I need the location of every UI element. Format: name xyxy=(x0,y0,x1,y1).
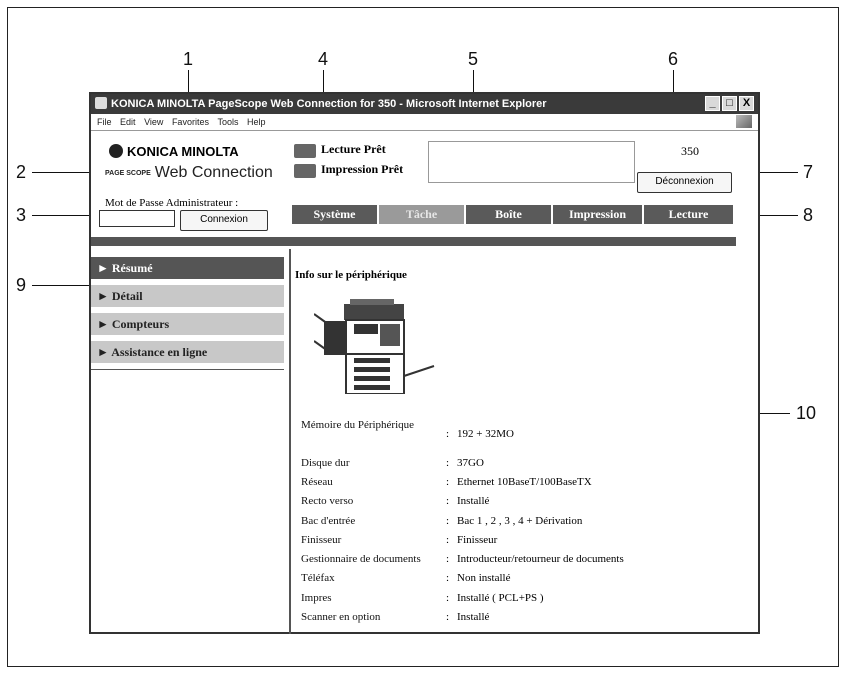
callout-2: 2 xyxy=(16,162,27,182)
callout-5: 5 xyxy=(468,49,479,69)
title-bar xyxy=(91,94,758,114)
model-name: 350 xyxy=(681,144,699,158)
sidebar-item-summary[interactable]: ► Résumé xyxy=(91,257,284,279)
status-read: Lecture Prêt xyxy=(321,142,386,156)
windows-logo-icon xyxy=(736,115,752,128)
menu-help[interactable]: Help xyxy=(247,117,266,127)
info-colon: : xyxy=(446,572,450,584)
browser-window xyxy=(89,92,760,634)
info-value-duplex: Installé xyxy=(457,495,490,507)
window-title: KONICA MINOLTA PageScope Web Connection for 350 - Microsoft Internet Explorer xyxy=(111,98,547,110)
callout-3: 3 xyxy=(16,205,27,225)
info-label-fax: Téléfax xyxy=(301,572,335,584)
menu-favorites[interactable]: Favorites xyxy=(171,117,209,127)
message-box xyxy=(428,141,635,183)
info-colon: : xyxy=(446,428,450,440)
main-tabs xyxy=(292,205,733,224)
callout-10: 10 xyxy=(796,403,817,423)
tab-job[interactable]: Tâche xyxy=(379,205,464,224)
info-colon: : xyxy=(446,457,450,469)
copier-image xyxy=(314,296,439,394)
info-colon: : xyxy=(446,553,450,565)
info-label-memory: Mémoire du Périphérique xyxy=(301,419,415,431)
info-value-document-handler: Introducteur/retourneur de documents xyxy=(457,553,624,565)
header-divider xyxy=(91,237,736,246)
tab-system[interactable]: Système xyxy=(292,205,377,224)
info-label-document-handler: Gestionnaire de documents xyxy=(301,553,421,565)
sidebar-divider xyxy=(91,369,284,370)
scanner-icon xyxy=(294,144,316,158)
info-label-disk: Disque dur xyxy=(301,457,350,469)
info-colon: : xyxy=(446,476,450,488)
callout-4: 4 xyxy=(318,49,329,69)
admin-password-input[interactable] xyxy=(99,210,175,227)
maximize-button[interactable]: □ xyxy=(722,96,737,111)
info-colon: : xyxy=(446,611,450,623)
info-colon: : xyxy=(446,515,450,527)
ie-icon xyxy=(95,97,107,109)
info-label-printer: Impres xyxy=(301,592,332,604)
info-colon: : xyxy=(446,592,450,604)
close-button[interactable]: X xyxy=(739,96,754,111)
printer-icon xyxy=(294,164,316,178)
info-value-disk: 37GO xyxy=(457,457,484,469)
tab-box[interactable]: Boîte xyxy=(466,205,551,224)
admin-password-label: Mot de Passe Administrateur : xyxy=(105,197,239,209)
info-value-printer: Installé ( PCL+PS ) xyxy=(457,592,544,604)
menu-edit[interactable]: Edit xyxy=(120,117,136,127)
callout-6: 6 xyxy=(668,49,679,69)
info-label-network: Réseau xyxy=(301,476,333,488)
device-info-title: Info sur le périphérique xyxy=(295,269,407,281)
pagescope-logo: PAGE SCOPE Web Connection xyxy=(105,164,273,181)
minimize-button[interactable]: _ xyxy=(705,96,720,111)
info-colon: : xyxy=(446,534,450,546)
sidebar-item-online-help[interactable]: ► Assistance en ligne xyxy=(91,341,284,363)
info-value-memory: 192 + 32MO xyxy=(457,428,514,440)
sidebar-item-counters[interactable]: ► Compteurs xyxy=(91,313,284,335)
logout-button[interactable]: Déconnexion xyxy=(637,172,732,193)
info-value-fax: Non installé xyxy=(457,572,511,584)
menu-file[interactable]: File xyxy=(97,117,112,127)
menu-tools[interactable]: Tools xyxy=(217,117,239,127)
callout-1: 1 xyxy=(183,49,194,69)
callout-9: 9 xyxy=(16,275,27,295)
info-value-finisher: Finisseur xyxy=(457,534,498,546)
info-value-input-tray: Bac 1 , 2 , 3 , 4 + Dérivation xyxy=(457,515,583,527)
info-value-network: Ethernet 10BaseT/100BaseTX xyxy=(457,476,592,488)
content-separator xyxy=(289,249,291,634)
menu-bar xyxy=(91,114,758,131)
konica-minolta-logo: KONICA MINOLTA xyxy=(109,144,239,159)
login-button[interactable]: Connexion xyxy=(180,210,268,231)
sidebar-item-detail[interactable]: ► Détail xyxy=(91,285,284,307)
info-colon: : xyxy=(446,495,450,507)
tab-scan[interactable]: Lecture xyxy=(644,205,733,224)
info-label-scanner: Scanner en option xyxy=(301,611,381,623)
info-label-finisher: Finisseur xyxy=(301,534,342,546)
callout-8: 8 xyxy=(803,205,814,225)
tab-print[interactable]: Impression xyxy=(553,205,642,224)
info-value-scanner: Installé xyxy=(457,611,490,623)
info-label-duplex: Recto verso xyxy=(301,495,354,507)
callout-7: 7 xyxy=(803,162,814,182)
menu-view[interactable]: View xyxy=(144,117,164,127)
status-print: Impression Prêt xyxy=(321,162,404,176)
info-label-input-tray: Bac d'entrée xyxy=(301,515,356,527)
